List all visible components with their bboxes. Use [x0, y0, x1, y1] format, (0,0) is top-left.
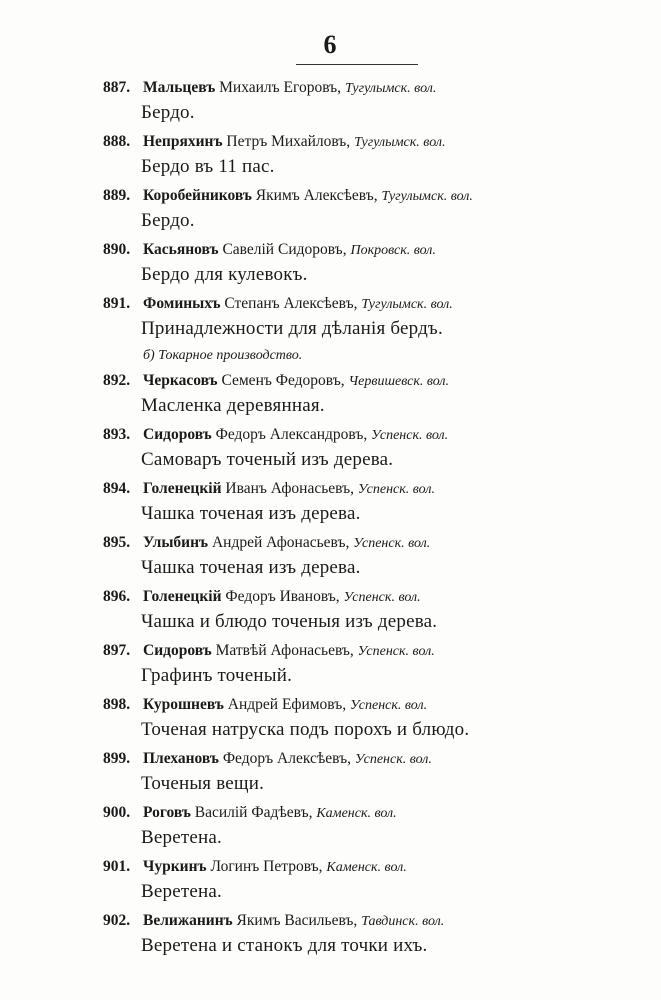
- exhibitor-given-names: Савелій Сидоровъ,: [222, 241, 347, 258]
- section-heading: б) Токарное производство.: [143, 348, 303, 363]
- exhibitor-district: Тугулымск. вол.: [381, 189, 473, 204]
- exhibitor-given-names: Василій Фадѣевъ,: [194, 804, 313, 821]
- header-rule: [296, 64, 418, 65]
- entry-header: [103, 693, 633, 716]
- exhibitor-district: Успенск. вол.: [357, 644, 435, 659]
- exhibitor-surname: Непряхинъ: [143, 133, 223, 150]
- entry-header: [103, 184, 633, 207]
- exhibit-description: Бердо.: [141, 210, 195, 231]
- entry-header: [103, 292, 633, 315]
- catalog-entry: [103, 639, 633, 693]
- exhibitor-surname: Улыбинъ: [143, 534, 209, 551]
- entry-header: [103, 909, 633, 932]
- exhibit-description: Масленка деревянная.: [141, 395, 325, 416]
- catalog-entry: [103, 238, 633, 292]
- entry-number: 888.: [103, 133, 131, 150]
- catalog-entry: [103, 423, 633, 477]
- exhibit-description: Точеная натруска подъ порохъ и блюдо.: [141, 719, 470, 740]
- entry-number: 902.: [103, 912, 131, 929]
- exhibitor-given-names: Семенъ Федоровъ,: [221, 372, 345, 389]
- entry-number: 891.: [103, 295, 131, 312]
- catalog-entry: [103, 531, 633, 585]
- catalog-entry: [103, 801, 633, 855]
- exhibitor-surname: Сидоровъ: [143, 426, 212, 443]
- entry-number: 892.: [103, 372, 131, 389]
- exhibitor-district: Покровск. вол.: [350, 243, 436, 258]
- catalog-entry: [103, 693, 633, 747]
- entry-header: [103, 76, 633, 99]
- exhibit-description: Веретена.: [141, 827, 222, 848]
- exhibitor-district: Тавдинск. вол.: [361, 914, 445, 929]
- entry-header: [103, 130, 633, 153]
- exhibitor-given-names: Андрей Ефимовъ,: [227, 696, 347, 713]
- exhibit-description: Веретена и станокъ для точки ихъ.: [141, 935, 428, 956]
- catalog-entry: [103, 76, 633, 130]
- exhibit-description: Бердо.: [141, 102, 195, 123]
- entry-header: [103, 801, 633, 824]
- entry-header: [103, 585, 633, 608]
- exhibit-description: Принадлежности для дѣланія бердъ.: [141, 318, 443, 339]
- catalog-entry: [103, 585, 633, 639]
- catalog-entry: [103, 184, 633, 238]
- entry-header: [103, 855, 633, 878]
- catalog-entry: [103, 369, 633, 423]
- entry-number: 890.: [103, 241, 131, 258]
- entry-number: 887.: [103, 79, 131, 96]
- catalog-entry: [103, 292, 633, 346]
- entry-number: 893.: [103, 426, 131, 443]
- entry-number: 898.: [103, 696, 131, 713]
- exhibitor-surname: Фоминыхъ: [143, 295, 221, 312]
- entry-header: [103, 477, 633, 500]
- catalog-entry: [103, 855, 633, 909]
- exhibit-description: Чашка точеная изъ дерева.: [141, 503, 361, 524]
- exhibitor-district: Каменск. вол.: [316, 806, 397, 821]
- entry-number: 900.: [103, 804, 131, 821]
- exhibitor-surname: Голенецкій: [143, 588, 222, 605]
- exhibitor-district: Успенск. вол.: [343, 590, 421, 605]
- exhibitor-surname: Курошневъ: [143, 696, 224, 713]
- entry-number: 895.: [103, 534, 131, 551]
- entry-header: [103, 639, 633, 662]
- exhibitor-given-names: Матвѣй Афонасьевъ,: [215, 642, 354, 659]
- exhibit-description: Чашка и блюдо точеныя изъ дерева.: [141, 611, 438, 632]
- exhibit-description: Точеныя вещи.: [141, 773, 265, 794]
- exhibitor-given-names: Михаилъ Егоровъ,: [219, 79, 342, 96]
- exhibitor-surname: Плехановъ: [143, 750, 219, 767]
- exhibitor-given-names: Степанъ Алексѣевъ,: [224, 295, 358, 312]
- exhibitor-district: Успенск. вол.: [353, 536, 431, 551]
- page-number: 6: [323, 30, 338, 59]
- exhibitor-surname: Мальцевъ: [143, 79, 216, 96]
- entry-number: 899.: [103, 750, 131, 767]
- exhibitor-surname: Коробейниковъ: [143, 187, 252, 204]
- exhibitor-district: Успенск. вол.: [371, 428, 449, 443]
- exhibitor-surname: Роговъ: [143, 804, 191, 821]
- exhibitor-surname: Черкасовъ: [143, 372, 218, 389]
- exhibit-description: Веретена.: [141, 881, 222, 902]
- entry-header: [103, 747, 633, 770]
- entry-header: [103, 238, 633, 261]
- exhibitor-given-names: Якимъ Алексѣевъ,: [255, 187, 378, 204]
- entry-number: 889.: [103, 187, 131, 204]
- exhibitor-district: Тугулымск. вол.: [361, 297, 453, 312]
- exhibitor-district: Успенск. вол.: [357, 482, 435, 497]
- entry-number: 897.: [103, 642, 131, 659]
- entries-group-before: [103, 76, 633, 346]
- exhibit-description: Бердо для кулевокъ.: [141, 264, 308, 285]
- exhibitor-district: Червишевск. вол.: [348, 374, 450, 389]
- catalog-entry: [103, 909, 633, 963]
- entries-group-after: [103, 369, 633, 963]
- exhibitor-district: Каменск. вол.: [326, 860, 407, 875]
- exhibit-description: Самоваръ точеный изъ дерева.: [141, 449, 394, 470]
- entry-header: [103, 531, 633, 554]
- catalog-entry: [103, 747, 633, 801]
- exhibitor-surname: Голенецкій: [143, 480, 222, 497]
- exhibitor-given-names: Федоръ Алексѣевъ,: [222, 750, 351, 767]
- exhibitor-surname: Чуркинъ: [143, 858, 207, 875]
- entry-header: [103, 423, 633, 446]
- entry-number: 894.: [103, 480, 131, 497]
- catalog-entry: [103, 130, 633, 184]
- exhibitor-given-names: Федоръ Ивановъ,: [225, 588, 340, 605]
- exhibitor-district: Успенск. вол.: [350, 698, 428, 713]
- exhibitor-given-names: Логинъ Петровъ,: [210, 858, 323, 875]
- exhibit-description: Бердо въ 11 пас.: [141, 156, 275, 177]
- catalog-entries: [103, 76, 633, 963]
- catalog-entry: [103, 477, 633, 531]
- exhibitor-given-names: Петръ Михайловъ,: [226, 133, 351, 150]
- exhibitor-surname: Касьяновъ: [143, 241, 219, 258]
- exhibitor-given-names: Федоръ Александровъ,: [215, 426, 368, 443]
- entry-number: 901.: [103, 858, 131, 875]
- exhibitor-given-names: Иванъ Афонасьевъ,: [225, 480, 355, 497]
- exhibitor-given-names: Андрей Афонасьевъ,: [211, 534, 350, 551]
- exhibitor-district: Успенск. вол.: [354, 752, 432, 767]
- entry-header: [103, 369, 633, 392]
- exhibit-description: Графинъ точеный.: [141, 665, 293, 686]
- exhibitor-given-names: Якимъ Васильевъ,: [236, 912, 358, 929]
- exhibit-description: Чашка точеная изъ дерева.: [141, 557, 361, 578]
- exhibitor-district: Тугулымск. вол.: [344, 81, 437, 96]
- entry-number: 896.: [103, 588, 131, 605]
- exhibitor-surname: Велижанинъ: [143, 912, 233, 929]
- exhibitor-surname: Сидоровъ: [143, 642, 212, 659]
- exhibitor-district: Тугулымск. вол.: [354, 135, 446, 150]
